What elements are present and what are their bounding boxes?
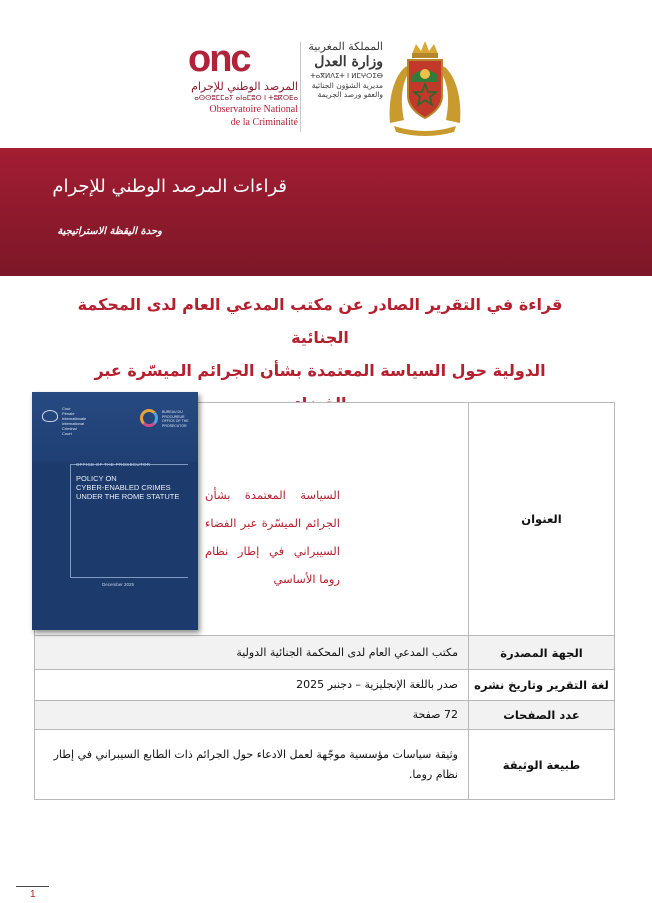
title-band — [0, 148, 652, 276]
row-label-title: العنوان — [469, 403, 615, 636]
header-divider — [300, 42, 301, 132]
cover-rule — [70, 577, 188, 578]
row-value-nature: وثيقة سياسات مؤسسية موجّهة لعمل الادعاء حول الجرائم ذات الطابع السيبراني في إطار نظام روما. — [35, 730, 469, 800]
cover-office: OFFICE OF THE PROSECUTOR — [76, 462, 151, 467]
document-title-line2: الدولية حول السياسة المعتمدة بشأن الجرائم الميسّرة عبر — [94, 361, 546, 380]
table-row — [35, 730, 615, 800]
icc-name — [62, 406, 102, 436]
otp-label: BUREAU DU PROCUREUR OFFICE OF THE PROSECUTOR — [162, 410, 189, 428]
cover-policy-line: UNDER THE ROME STATUTE — [76, 492, 180, 501]
row-value-pages: 72 صفحة — [35, 701, 469, 730]
page-number: 1 — [30, 889, 36, 900]
title-value-text: السياسة المعتمدة بشأن الجرائم الميسّرة عبر الفضاء السيبراني في إطار نظام روما الأساسي — [205, 488, 340, 586]
icc-name-line: Court — [62, 431, 72, 436]
ministry-tifinagh: ⵜⴰⴳⵍⴷⵉⵜ ⵏ ⵍⵎⵖⵔⵉⴱ — [310, 72, 383, 80]
onc-arabic-name: المرصد الوطني للإجرام — [191, 80, 298, 93]
row-label-nature: طبيعة الوثيقة — [469, 730, 615, 800]
icc-name-line: Internationale — [62, 416, 87, 421]
onc-french-line1: Observatoire National — [209, 104, 298, 115]
ministry-directorate: مديرية الشؤون الجنائية والعفو ورصد الجريمة — [311, 81, 383, 99]
ministry-kingdom: المملكة المغربية — [308, 40, 383, 53]
icc-name-line: Criminal — [62, 426, 77, 431]
icc-logo-icon — [42, 410, 58, 422]
cover-rule — [70, 464, 71, 577]
row-label-pages: عدد الصفحات — [469, 701, 615, 730]
icc-name-line: Pénale — [62, 411, 75, 416]
icc-name-line: Cour — [62, 406, 71, 411]
table-row — [35, 701, 615, 730]
onc-mark: onc — [188, 38, 250, 80]
cover-policy-line: CYBER-ENABLED CRIMES — [76, 483, 171, 492]
footer-rule — [16, 886, 49, 887]
row-value-issuer: مكتب المدعي العام لدى المحكمة الجنائية الدولية — [35, 636, 469, 670]
table-row — [35, 636, 615, 670]
onc-logo — [188, 40, 298, 135]
cover-policy-line: POLICY ON — [76, 474, 117, 483]
otp-logo-icon — [140, 409, 158, 427]
report-cover-image — [32, 392, 198, 630]
row-label-issuer: الجهة المصدرة — [469, 636, 615, 670]
coat-of-arms-icon — [386, 38, 464, 138]
page-header — [0, 0, 652, 148]
onc-tifinagh-name: ⴰⵙⵙⵓⵎⵎⴰⵢ ⴰⵏⴰⵎⵓⵔ ⵏ ⵜⵓⴽⵔⴹⴰ — [194, 94, 298, 102]
row-value-language-date: صدر باللغة الإنجليزية – دجنبر 2025 — [35, 670, 469, 701]
band-title: قراءات المرصد الوطني للإجرام — [52, 176, 287, 197]
cover-date: December 2025 — [102, 582, 135, 587]
row-label-language-date: لغة التقرير وتاريخ نشره — [469, 670, 615, 701]
table-row — [35, 670, 615, 701]
icc-name-line: International — [62, 421, 85, 426]
onc-french-line2: de la Criminalité — [230, 117, 298, 128]
cover-policy-title — [76, 474, 194, 501]
document-title-line1: قراءة في التقرير الصادر عن مكتب المدعي العام لدى المحكمة الجنائية — [77, 295, 563, 347]
ministry-name: وزارة العدل — [314, 54, 383, 70]
ministry-logo — [307, 40, 383, 135]
band-subtitle: وحدة اليقظة الاستراتيجية — [57, 226, 162, 237]
